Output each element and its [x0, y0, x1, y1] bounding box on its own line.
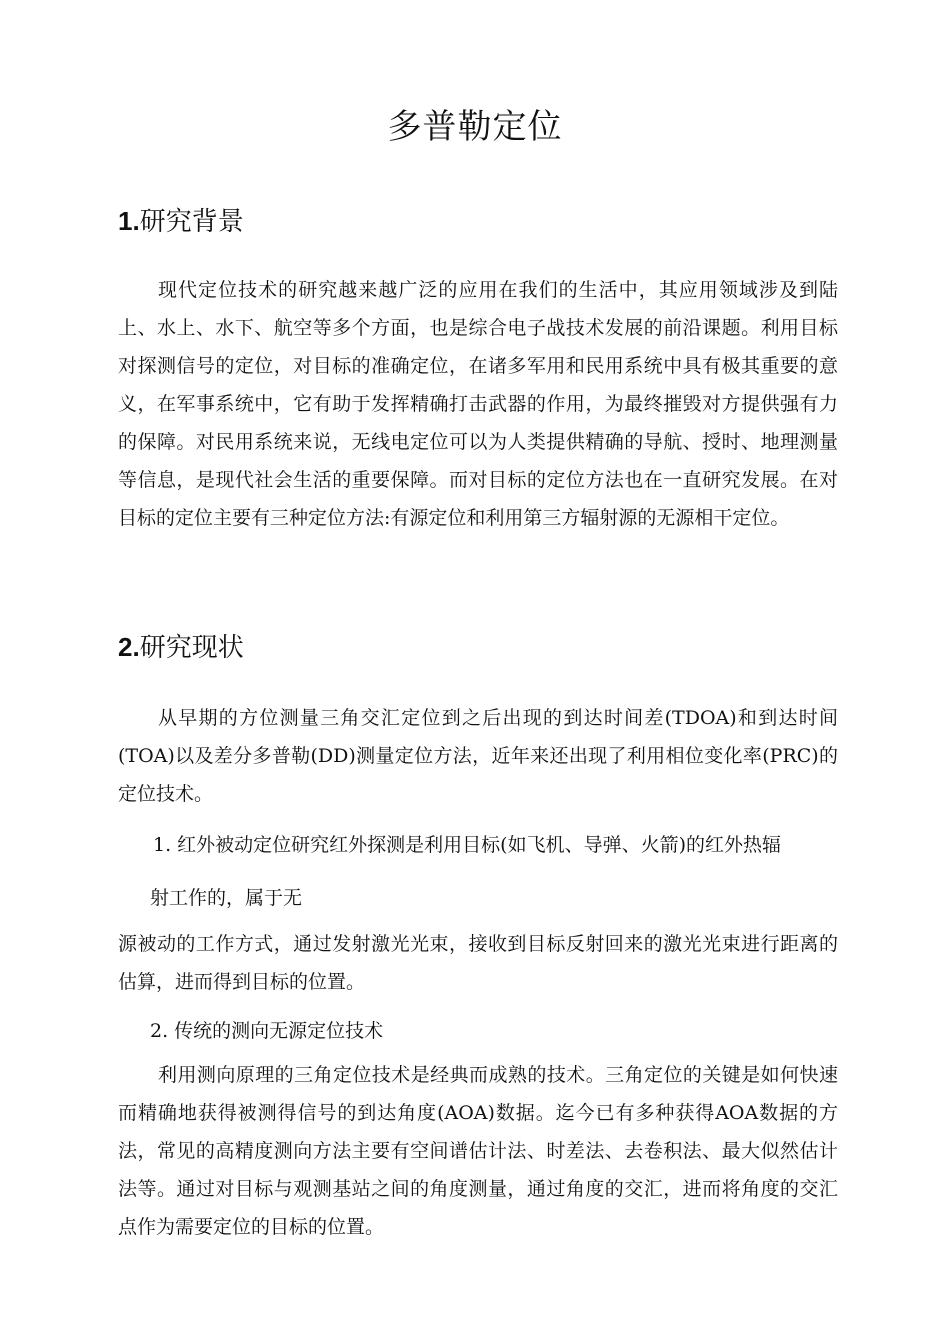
list-item-1-continuation: 源被动的工作方式，通过发射激光光束，接收到目标反射回来的激光光束进行距离的估算，进而得到目标的位置。 [118, 933, 838, 993]
section-title-1: 研究背景 [139, 207, 244, 237]
list-item-2-title: 2. 传统的测向无源定位技术 [150, 1020, 384, 1042]
section-number-2: 2. [118, 632, 140, 662]
section-number-1: 1. [118, 206, 140, 236]
section-heading-2 [118, 629, 244, 666]
section-heading-1 [118, 203, 244, 240]
list-item-2-paragraph: 利用测向原理的三角定位技术是经典而成熟的技术。三角定位的关键是如何快速而精确地获得被测得信号的到达角度(AOA)数据。迄今已有多种获得AOA数据的方法，常见的高精度测向方法主要有空间谱估计法、时差法、去卷积法、最大似然估计法等。通过对目标与观测基站之间的角度测量，通过角度的交汇，进而将角度的交汇点作为需要定位的目标的位置。 [118, 1064, 838, 1238]
document-title: 多普勒定位 [387, 107, 563, 147]
list-item-1-line-1: 1. 红外被动定位研究红外探测是利用目标(如飞机、导弹、火箭)的红外热辐 [153, 834, 781, 856]
status-intro-paragraph: 从早期的方位测量三角交汇定位到之后出现的到达时间差(TDOA)和到达时间(TOA)以及差分多普勒(DD)测量定位方法，近年来还出现了利用相位变化率(PRC)的定位技术。 [118, 707, 838, 805]
list-item-1-line-2: 射工作的，属于无 [150, 887, 303, 909]
background-paragraph: 现代定位技术的研究越来越广泛的应用在我们的生活中，其应用领域涉及到陆上、水上、水下、航空等多个方面，也是综合电子战技术发展的前沿课题。利用目标对探测信号的定位，对目标的准确定位，在诸多军用和民用系统中具有极其重要的意义，在军事系统中，它有助于发挥精确打击武器的作用，为最终摧毁对方提供强有力的保障。对民用系统来说，无线电定位可以为人类提供精确的导航、授时、地理测量等信息，是现代社会生活的重要保障。而对目标的定位方法也在一直研究发展。在对目标的定位主要有三种定位方法:有源定位和利用第三方辐射源的无源相干定位。 [118, 279, 838, 529]
section-title-2: 研究现状 [139, 633, 244, 663]
